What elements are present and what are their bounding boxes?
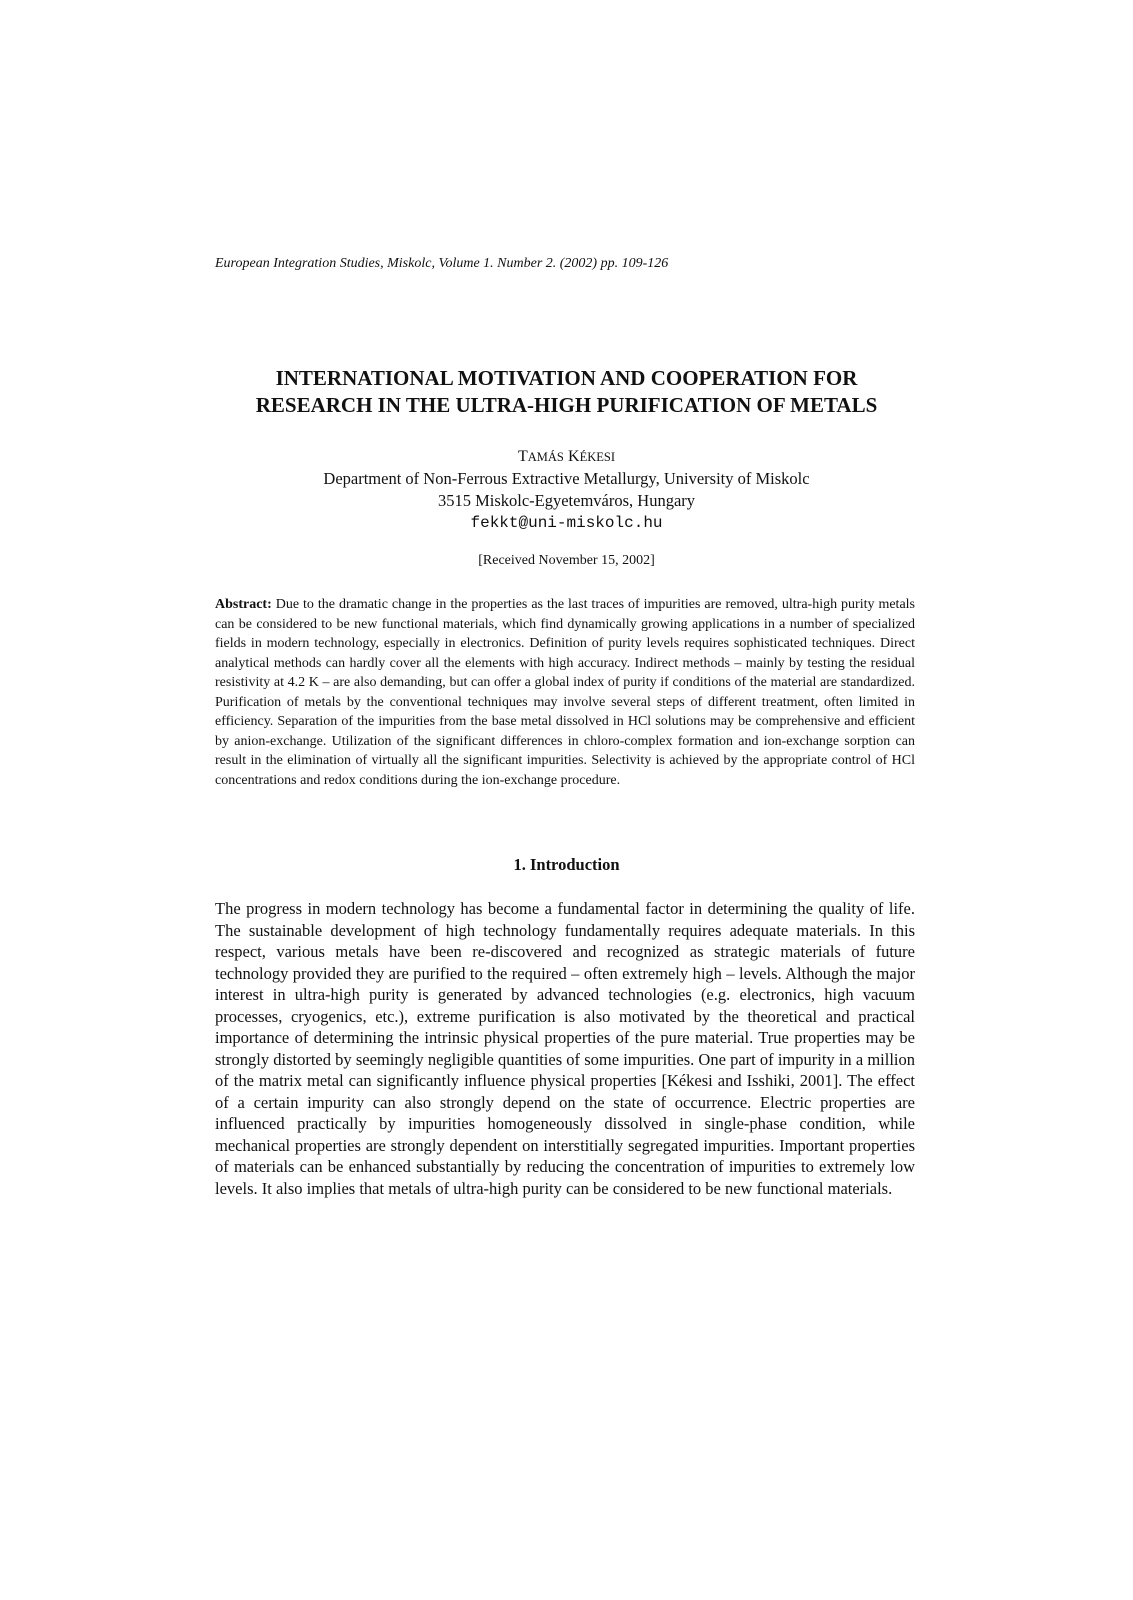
abstract-label: Abstract: — [215, 597, 272, 612]
title-line: INTERNATIONAL MOTIVATION AND COOPERATION FOR — [275, 366, 858, 390]
journal-citation: European Integration Studies, Miskolc, Volume 1. Number 2. (2002) pp. 109-126 — [215, 256, 669, 271]
author-name — [150, 445, 983, 468]
received-date: [Received November 15, 2002] — [478, 553, 655, 568]
author-last-rest: ÉKESI — [579, 450, 615, 464]
author-block — [150, 445, 983, 534]
introduction-paragraph: The progress in modern technology has become a fundamental factor in determining the quality of life. The sustainable development of high technology fundamentally requires adequate materials. In this respect, various metals have been re-discovered and recognized as strategic materials of future technology provided they are purified to the required – often extremely high – levels. Although the major interest in ultra-high purity is generated by advanced technologies (e.g. electronics, high vacuum processes, cryogenics, etc.), extreme purification is also motivated by the theoretical and practical importance of determining the intrinsic physical properties of the pure material. True properties may be strongly distorted by seemingly negligible quantities of some impurities. One part of impurity in a million of the matrix metal can significantly influence physical properties [Kékesi and Isshiki, 2001]. The effect of a certain impurity can also strongly depend on the state of occurrence. Electric properties are influenced practically by impurities homogeneously dissolved in single-phase condition, while mechanical properties are strongly dependent on interstitially segregated impurities. Important properties of materials can be enhanced substantially by reducing the concentration of impurities to extremely low levels. It also implies that metals of ultra-high purity can be considered to be new functional materials. — [215, 899, 915, 1198]
title-line: RESEARCH IN THE ULTRA-HIGH PURIFICATION OF METALS — [255, 393, 878, 417]
author-last-initial: K — [568, 448, 580, 465]
author-email: fekkt@uni-miskolc.hu — [470, 514, 663, 532]
section-heading-introduction: 1. Introduction — [513, 855, 620, 874]
author-address: 3515 Miskolc-Egyetemváros, Hungary — [437, 491, 696, 510]
author-first-initial: T — [517, 448, 528, 465]
abstract — [215, 595, 915, 790]
author-department: Department of Non-Ferrous Extractive Metallurgy, University of Miskolc — [323, 469, 810, 488]
author-first-rest: AMÁS — [527, 450, 564, 464]
abstract-text: Due to the dramatic change in the properties as the last traces of impurities are removed, ultra-high purity metals can be considered to be new functional materials, which find dynamically growing applications in a number of specialized fields in modern technology, especially in electronics. Definition of purity levels requires sophisticated techniques. Direct analytical methods can hardly cover all the elements with high accuracy. Indirect methods – mainly by testing the residual resistivity at 4.2 K – are also demanding, but can offer a global index of purity if conditions of the material are standardized. Purification of metals by the conventional techniques may involve several steps of different treatment, often limited in efficiency. Separation of the impurities from the base metal dissolved in HCl solutions may be comprehensive and efficient by anion-exchange. Utilization of the significant differences in chloro-complex formation and ion-exchange sorption can result in the elimination of virtually all the significant impurities. Selectivity is achieved by the appropriate control of HCl concentrations and redox conditions during the ion-exchange procedure. — [215, 597, 916, 788]
paper-title — [150, 365, 983, 419]
